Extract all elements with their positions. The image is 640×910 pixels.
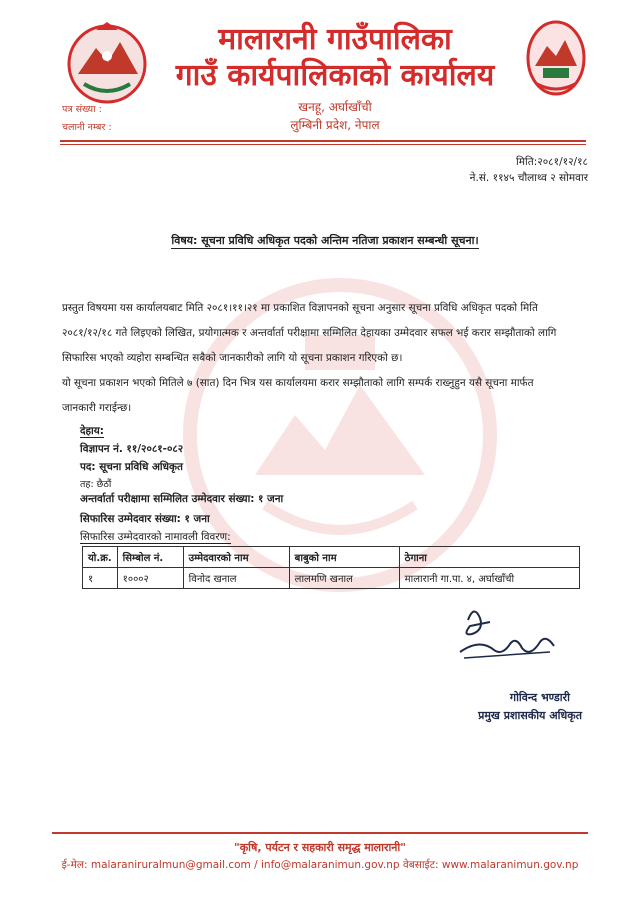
level: तह: छैठौं bbox=[80, 479, 112, 490]
cell-candidate-name: विनोद खनाल bbox=[183, 568, 289, 589]
signatory-title: प्रमुख प्रशासकीय अधिकृत bbox=[478, 709, 582, 722]
ad-number: विज्ञापन नं. ११/२०८१-०८२ bbox=[80, 443, 184, 455]
candidate-list-heading bbox=[80, 530, 231, 544]
table-row bbox=[83, 568, 580, 589]
col-address: ठेगाना bbox=[399, 547, 579, 568]
details-heading bbox=[80, 424, 104, 438]
table-header-row bbox=[83, 547, 580, 568]
recommended-candidates-table bbox=[82, 546, 580, 589]
cell-symbol-no: १०००२ bbox=[117, 568, 183, 589]
col-candidate-name: उम्मेदवारको नाम bbox=[183, 547, 289, 568]
body-line: यो सूचना प्रकाशन भएको मितिले ७ (सात) दिन भित्र यस कार्यालयमा करार सम्झौताको लागि सम्पर्क राख्नुहुन यसै सूचना मार्फत bbox=[62, 377, 534, 389]
candidate-list-heading-text: सिफारिस उम्मेदवारको नामावली विवरण: bbox=[80, 531, 231, 543]
col-father-name: बाबुको नाम bbox=[289, 547, 399, 568]
signature-mark bbox=[450, 600, 570, 670]
nepal-emblem-icon bbox=[62, 18, 152, 106]
cell-father-name: लालमणि खनाल bbox=[289, 568, 399, 589]
date-bs: मिति:२०८१/१२/१८ bbox=[516, 156, 588, 168]
date-nepal-sambat: ने.सं. ११४५ चौलाथ्व २ सोमवार bbox=[469, 172, 588, 184]
signatory-name: गोविन्द भण्डारी bbox=[509, 691, 570, 704]
footer-divider bbox=[52, 832, 588, 834]
body-paragraph bbox=[62, 296, 592, 421]
footer-slogan: "कृषि, पर्यटन र सहकारी समृद्ध मालारानी" bbox=[234, 841, 406, 854]
body-line: २०८१/१२/१८ गते लिइएको लिखित, प्रयोगात्मक र अन्तर्वार्ता परीक्षामा सम्मिलित देहायका उम्मेदवार सफल भई करार सम्झौताको लागि bbox=[62, 327, 557, 339]
header-divider-thin bbox=[60, 144, 586, 145]
cell-serial: १ bbox=[83, 568, 118, 589]
subject-line bbox=[60, 233, 590, 248]
post-name: पद: सूचना प्रविधि अधिकृत bbox=[80, 461, 183, 473]
subject-text: विषय: सूचना प्रविधि अधिकृत पदको अन्तिम नतिजा प्रकाशन सम्बन्धी सूचना। bbox=[171, 234, 479, 247]
recommended-candidate-count: सिफारिस उम्मेदवार संख्या: १ जना bbox=[80, 513, 210, 525]
header-divider bbox=[60, 140, 586, 142]
office-name: मालारानी गाउँपालिका bbox=[218, 22, 452, 57]
cell-address: मालारानी गा.पा. ४, अर्घाखाँची bbox=[399, 568, 579, 589]
body-line: सिफारिस भएको व्यहोरा सम्बन्धित सबैको जानकारीको लागि यो सूचना प्रकाशन गरिएको छ। bbox=[62, 352, 403, 364]
ref-no-label: पत्र संख्या : bbox=[62, 104, 102, 115]
col-serial: यो.क्र. bbox=[83, 547, 118, 568]
address-line-1: खनहू, अर्घाखाँची bbox=[298, 100, 372, 114]
address-line-2: लुम्बिनी प्रदेश, नेपाल bbox=[290, 118, 380, 132]
office-subtitle: गाउँ कार्यपालिकाको कार्यालय bbox=[175, 58, 495, 93]
dispatch-no-label: चलानी नम्बर : bbox=[62, 122, 112, 133]
interview-candidate-count: अन्तर्वार्ता परीक्षामा सम्मिलित उम्मेदवार संख्या: १ जना bbox=[80, 493, 284, 505]
col-symbol-no: सिम्बोल नं. bbox=[117, 547, 183, 568]
body-line: जानकारी गराईन्छ। bbox=[62, 402, 132, 414]
details-heading-text: देहाय: bbox=[80, 425, 104, 437]
body-line: प्रस्तुत विषयमा यस कार्यालयबाट मिति २०८१।११।२१ मा प्रकाशित विज्ञापनको सूचना अनुसार सूचना प्रविधि अधिकृत पदको मिति bbox=[62, 302, 538, 314]
footer-contact: ई-मेल: malaraniruralmun@gmail.com / info@malaranimun.gov.np वेबसाईट: www.malaranimun.gov.np bbox=[61, 859, 579, 871]
municipality-logo-icon bbox=[525, 18, 587, 98]
